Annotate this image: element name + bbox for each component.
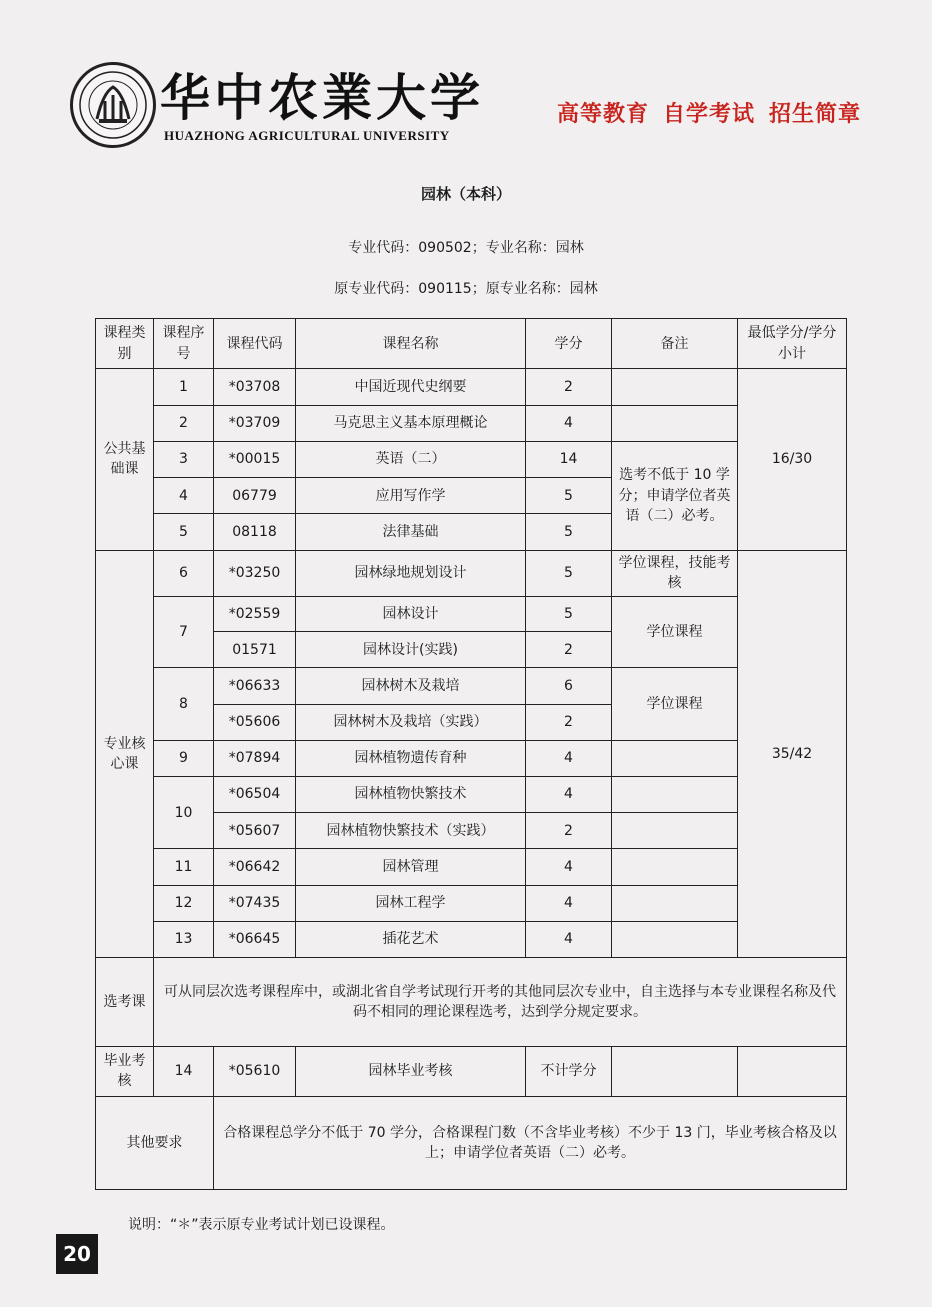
remark-seq-7: 学位课程 <box>612 596 738 667</box>
major-code-line: 专业代码：090502；专业名称：园林 <box>348 240 584 256</box>
table-row <box>96 740 847 776</box>
page-number: 20 <box>56 1234 98 1274</box>
cell-seq: 14 <box>154 1046 214 1096</box>
original-major-code-line: 原专业代码：090115；原专业名称：园林 <box>334 281 598 297</box>
cell-name: 园林植物快繁技术（实践） <box>296 813 526 849</box>
page-title: 园林（本科） <box>420 185 511 203</box>
table-row <box>96 441 847 477</box>
table-row <box>96 849 847 885</box>
cell-credit: 4 <box>526 885 612 921</box>
university-name-chinese: 华中农業大学 <box>160 68 484 127</box>
cell-name: 园林植物快繁技术 <box>296 777 526 813</box>
cell-credit: 5 <box>526 514 612 550</box>
cell-credit: 6 <box>526 668 612 704</box>
cell-code: *03250 <box>214 550 296 596</box>
header-remark: 备注 <box>612 319 738 369</box>
cell-remark <box>612 777 738 813</box>
cell-seq: 6 <box>154 550 214 596</box>
curriculum-table <box>95 318 847 1190</box>
cell-remark <box>612 740 738 776</box>
table-row <box>96 885 847 921</box>
cell-seq: 3 <box>154 441 214 477</box>
cell-name: 园林管理 <box>296 849 526 885</box>
cell-name: 中国近现代史纲要 <box>296 369 526 405</box>
cell-code: 01571 <box>214 632 296 668</box>
slogan-part: 招生简章 <box>769 102 862 127</box>
cell-seq: 10 <box>154 777 214 849</box>
cell-code: *05607 <box>214 813 296 849</box>
category-elective: 选考课 <box>96 958 154 1047</box>
cell-credit: 4 <box>526 777 612 813</box>
cell-name: 马克思主义基本原理概论 <box>296 405 526 441</box>
table-row <box>96 369 847 405</box>
elective-row <box>96 958 847 1047</box>
table-row <box>96 405 847 441</box>
cell-code: *06633 <box>214 668 296 704</box>
cell-code: *07894 <box>214 740 296 776</box>
cell-code: *03709 <box>214 405 296 441</box>
cell-code: *03708 <box>214 369 296 405</box>
slogan-part: 高等教育 <box>557 102 650 127</box>
header-min-credit: 最低学分/学分小计 <box>738 319 847 369</box>
cell-credit: 4 <box>526 405 612 441</box>
cell-code: 06779 <box>214 478 296 514</box>
slogan-part: 自学考试 <box>663 102 756 127</box>
cell-credit: 5 <box>526 596 612 631</box>
header-credit: 学分 <box>526 319 612 369</box>
footnote: 说明：“＊”表示原专业考试计划已设课程。 <box>128 1217 395 1233</box>
cell-seq: 8 <box>154 668 214 740</box>
cell-seq: 2 <box>154 405 214 441</box>
cell-seq: 11 <box>154 849 214 885</box>
header-code: 课程代码 <box>214 319 296 369</box>
university-name-english: HUAZHONG AGRICULTURAL UNIVERSITY <box>164 128 450 143</box>
elective-text: 可从同层次选考课程库中，或湖北省自学考试现行开考的其他同层次专业中，自主选择与本专业课程名称及代码不相同的理论课程选考，达到学分规定要求。 <box>154 958 847 1047</box>
table-row <box>96 921 847 957</box>
cell-name: 应用写作学 <box>296 478 526 514</box>
cell-credit: 4 <box>526 740 612 776</box>
cell-seq: 12 <box>154 885 214 921</box>
cell-credit: 2 <box>526 632 612 668</box>
cell-code: *00015 <box>214 441 296 477</box>
cell-credit: 2 <box>526 813 612 849</box>
university-emblem-icon <box>70 62 156 148</box>
cell-code: *06645 <box>214 921 296 957</box>
table-row <box>96 550 847 596</box>
cell-remark <box>612 885 738 921</box>
category-core: 专业核心课 <box>96 550 154 958</box>
cell-credit: 5 <box>526 550 612 596</box>
table-row <box>96 777 847 813</box>
cell-code: *06642 <box>214 849 296 885</box>
cell-remark <box>612 405 738 441</box>
cell-name: 园林毕业考核 <box>296 1046 526 1096</box>
cell-name: 园林树木及栽培（实践） <box>296 704 526 740</box>
remark-seq-8: 学位课程 <box>612 668 738 740</box>
cell-subtotal <box>738 1046 847 1096</box>
cell-credit: 2 <box>526 369 612 405</box>
cell-name: 园林设计(实践) <box>296 632 526 668</box>
category-graduation: 毕业考核 <box>96 1046 154 1096</box>
cell-credit: 4 <box>526 849 612 885</box>
header-name: 课程名称 <box>296 319 526 369</box>
other-requirements-row <box>96 1097 847 1190</box>
cell-seq: 5 <box>154 514 214 550</box>
brochure-slogan <box>557 97 875 128</box>
cell-name: 园林树木及栽培 <box>296 668 526 704</box>
cell-code: *06504 <box>214 777 296 813</box>
cell-credit: 不计学分 <box>526 1046 612 1096</box>
remark-public: 选考不低于 10 学分；申请学位者英语（二）必考。 <box>612 441 738 550</box>
cell-code: 08118 <box>214 514 296 550</box>
cell-code: *02559 <box>214 596 296 631</box>
graduation-row <box>96 1046 847 1096</box>
cell-name: 插花艺术 <box>296 921 526 957</box>
header-seq: 课程序号 <box>154 319 214 369</box>
table-row <box>96 596 847 631</box>
cell-seq: 7 <box>154 596 214 667</box>
cell-seq: 13 <box>154 921 214 957</box>
subtotal-public: 16/30 <box>738 369 847 550</box>
cell-remark <box>612 921 738 957</box>
cell-name: 园林工程学 <box>296 885 526 921</box>
cell-name: 园林设计 <box>296 596 526 631</box>
cell-remark <box>612 813 738 849</box>
category-public: 公共基础课 <box>96 369 154 550</box>
cell-remark <box>612 369 738 405</box>
table-row <box>96 668 847 704</box>
cell-name: 英语（二） <box>296 441 526 477</box>
category-other: 其他要求 <box>96 1097 214 1190</box>
subtotal-core: 35/42 <box>738 550 847 958</box>
cell-credit: 5 <box>526 478 612 514</box>
cell-seq: 4 <box>154 478 214 514</box>
cell-remark <box>612 1046 738 1096</box>
cell-code: *05610 <box>214 1046 296 1096</box>
cell-credit: 2 <box>526 704 612 740</box>
cell-credit: 4 <box>526 921 612 957</box>
cell-code: *07435 <box>214 885 296 921</box>
cell-seq: 1 <box>154 369 214 405</box>
cell-name: 法律基础 <box>296 514 526 550</box>
remark-seq-6: 学位课程，技能考核 <box>612 550 738 596</box>
cell-seq: 9 <box>154 740 214 776</box>
cell-remark <box>612 849 738 885</box>
cell-credit: 14 <box>526 441 612 477</box>
header-category: 课程类别 <box>96 319 154 369</box>
cell-name: 园林植物遗传育种 <box>296 740 526 776</box>
other-requirements-text: 合格课程总学分不低于 70 学分，合格课程门数（不含毕业考核）不少于 13 门，毕业考核合格及以上；申请学位者英语（二）必考。 <box>214 1097 847 1190</box>
cell-code: *05606 <box>214 704 296 740</box>
table-header-row <box>96 319 847 369</box>
cell-name: 园林绿地规划设计 <box>296 550 526 596</box>
